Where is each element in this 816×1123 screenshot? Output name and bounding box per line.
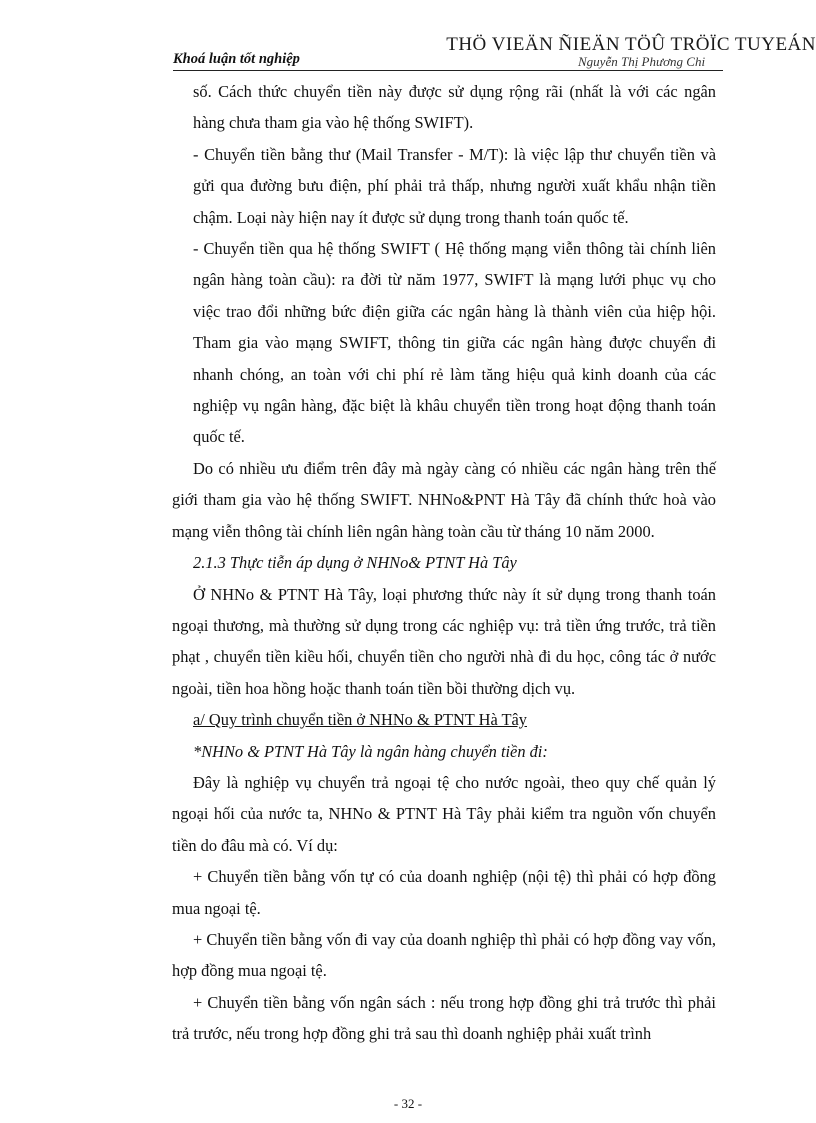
list-item: + Chuyển tiền bằng vốn tự có của doanh nghiệp (nội tệ) thì phải có hợp đồng mua ngoại tệ. [172,867,716,918]
watermark-text: THÖ VIEÄN ÑIEÄN TÖÛ TRÖÏC TUYEÁN [446,34,816,55]
section-heading: 2.1.3 Thực tiễn áp dụng ở NHNo& PTNT Hà Tây [193,553,517,573]
header-author: Nguyễn Thị Phương Chi [578,54,706,69]
paragraph: số. Cách thức chuyển tiền này được sử dụng rộng rãi (nhất là với các ngân hàng chưa tham gia vào hệ thống SWIFT). [193,82,716,133]
header-title: Khoá luận tốt nghiệp [173,51,300,67]
bullet-paragraph: - Chuyển tiền qua hệ thống SWIFT ( Hệ thống mạng viễn thông tài chính liên ngân hàng toàn cầu): ra đời từ năm 1977, SWIFT là mạng lưới phục vụ cho việc trao đổi những bức điện giữa các ngân hàng là thành viên của hiệp hội. Tham gia vào mạng SWIFT, thông tin giữa các ngân hàng được chuyển đi nhanh chóng, an toàn với chi phí rẻ làm tăng hiệu quả kinh doanh của các nghiệp vụ ngân hàng, đặc biệt là khâu chuyển tiền trong hoạt động thanh toán quốc tế. [193,239,716,447]
paragraph: Đây là nghiệp vụ chuyển trả ngoại tệ cho nước ngoài, theo quy chế quản lý ngoại hối của nước ta, NHNo & PTNT Hà Tây phải kiểm tra nguồn vốn chuyển tiền do đâu mà có. Ví dụ: [172,772,716,855]
header-rule [173,70,723,71]
subsection-heading-text: a/ Quy trình chuyển tiền ở NHNo & PTNT Hà Tây [193,710,527,730]
page-number: - 32 - [393,1096,423,1111]
paragraph: Ở NHNo & PTNT Hà Tây, loại phương thức này ít sử dụng trong thanh toán ngoại thương, mà thường sử dụng trong các nghiệp vụ: trả tiền ứng trước, trả tiền phạt , chuyển tiền kiều hối, chuyển tiền cho người nhà đi du học, công tác ở nước ngoài, tiền hoa hồng hoặc thanh toán tiền bồi thường dịch vụ. [172,584,716,698]
list-item: + Chuyển tiền bằng vốn đi vay của doanh nghiệp thì phải có hợp đồng vay vốn, hợp đồng mua ngoại tệ. [172,929,716,981]
list-item: + Chuyển tiền bằng vốn ngân sách : nếu trong hợp đồng ghi trả trước thì phải trả trước, nếu trong hợp đồng ghi trả sau thì doanh nghiệp phải xuất trình [172,992,716,1044]
subsection-heading [172,704,716,735]
bullet-paragraph: - Chuyển tiền bằng thư (Mail Transfer - M/T): là việc lập thư chuyển tiền và gửi qua đường bưu điện, phí phải trả thấp, nhưng người xuất khẩu nhận tiền chậm. Loại này hiện nay ít được sử dụng trong thanh toán quốc tế. [193,144,716,227]
case-heading: *NHNo & PTNT Hà Tây là ngân hàng chuyển tiền đi: [193,741,548,761]
paragraph: Do có nhiều ưu điểm trên đây mà ngày càng có nhiều các ngân hàng trên thế giới tham gia vào hệ thống SWIFT. NHNo&PNT Hà Tây đã chính thức hoà vào mạng viễn thông tài chính liên ngân hàng toàn cầu từ tháng 10 năm 2000. [172,458,716,541]
page-body [172,76,716,1050]
